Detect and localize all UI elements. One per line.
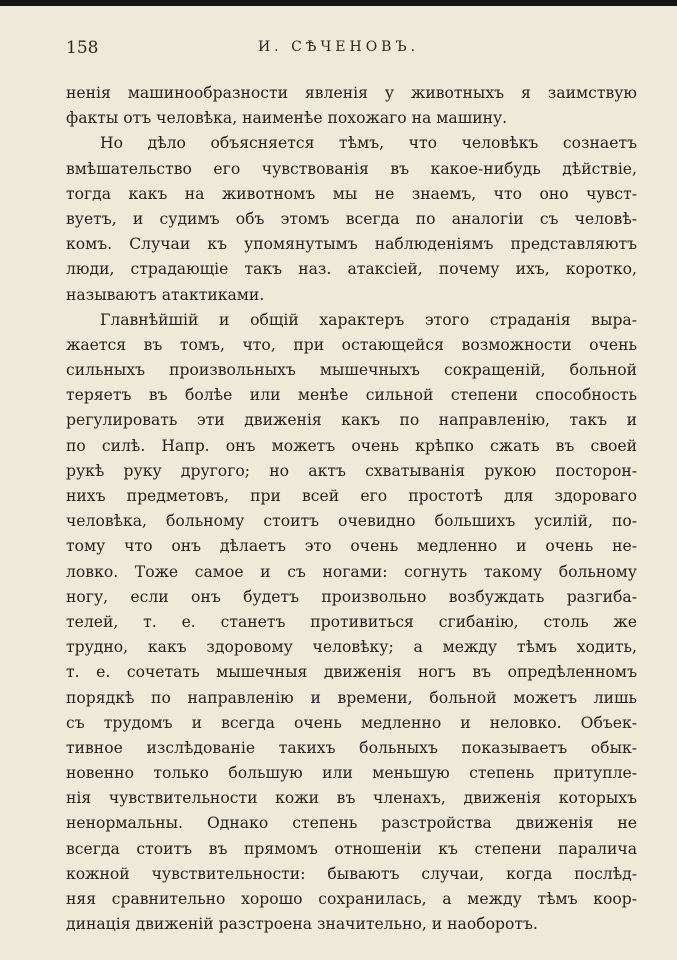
paragraph — [66, 308, 637, 938]
text-line: ловко. Тоже самое и съ ногами: согнуть такому больному — [66, 562, 637, 581]
text-line: ногу, если онъ будетъ произвольно возбуждать разгиба- — [66, 587, 637, 606]
text-line: ненормальны. Однако степень разстройства движенія не — [66, 814, 637, 833]
text-line: съ трудомъ и всегда очень медленно и неловко. Объек- — [66, 713, 637, 732]
text-line: порядкѣ по направленію и времени, больной можетъ лишь — [66, 688, 637, 707]
page-number: 158 — [66, 38, 99, 58]
text-line: тому что онъ дѣлаетъ это очень медленно и очень не- — [66, 537, 637, 556]
text-line: сильныхъ произвольныхъ мышечныхъ сокращеній, больной — [66, 361, 637, 380]
text-line: динація движеній разстроена значительно, и наоборотъ. — [66, 915, 538, 934]
text-line: Но дѣло объясняется тѣмъ, что человѣкъ сознаетъ — [100, 134, 637, 153]
text-line: вмѣшательство его чувствованія въ какое-нибудь дѣйствіе, — [66, 159, 637, 178]
body-text — [66, 81, 637, 937]
text-line: няя сравнительно хорошо сохранилась, а между тѣмъ коор- — [66, 890, 637, 908]
text-line: комъ. Случаи къ упомянутымъ наблюденіямъ представляютъ — [66, 235, 637, 254]
text-line: Главнѣйшій и общій характеръ этого страданія выра- — [100, 310, 637, 329]
text-line: новенно только большую или меньшую степень притупле- — [66, 764, 637, 783]
text-line: всегда стоитъ въ прямомъ отношеніи къ степени паралича — [66, 839, 637, 858]
text-line: вуетъ, и судимъ объ этомъ всегда по аналогіи съ человѣ- — [66, 209, 637, 228]
text-line: жается въ томъ, что, при остающейся возможности очень — [66, 335, 637, 354]
paragraph — [66, 131, 637, 307]
text-line: ненія машинообразности явленія у животныхъ я заимствую — [66, 84, 637, 102]
running-head: И. СѢЧЕНОВЪ. — [257, 39, 420, 55]
text-line: регулировать эти движенія какъ по направленію, такъ и — [66, 411, 637, 430]
text-line: нія чувствительности кожи въ членахъ, движенія которыхъ — [66, 789, 637, 808]
book-page — [0, 6, 677, 960]
text-line: человѣка, больному стоитъ очевидно большихъ усилій, по- — [66, 512, 637, 531]
page-header — [0, 38, 677, 62]
paragraph — [66, 81, 637, 131]
text-line: телей, т. е. станетъ противиться сгибанію, столь же — [66, 612, 637, 631]
text-line: факты отъ человѣка, наименѣе похожаго на машину. — [66, 109, 508, 128]
text-line: т. е. сочетать мышечныя движенія ногъ въ опредѣленномъ — [66, 663, 637, 682]
text-line: кожной чувствительности: бываютъ случаи, когда послѣд- — [66, 864, 637, 883]
text-line: нихъ предметовъ, при всей его простотѣ для здороваго — [66, 487, 637, 505]
text-line: тогда какъ на животномъ мы не знаемъ, что оно чувст- — [66, 184, 637, 203]
text-line: по силѣ. Напр. онъ можетъ очень крѣпко сжать въ своей — [66, 436, 637, 455]
text-line: называютъ атактиками. — [66, 285, 265, 304]
text-line: тивное изслѣдованіе такихъ больныхъ показываетъ обык- — [66, 738, 637, 757]
text-line: рукѣ руку другого; но актъ схватыванія рукою посторон- — [66, 461, 637, 480]
text-line: трудно, какъ здоровому человѣку; а между тѣмъ ходить, — [66, 638, 637, 657]
text-line: теряетъ въ болѣе или менѣе сильной степени способность — [66, 386, 637, 405]
text-line: люди, страдающіе такъ наз. атаксіей, почему ихъ, коротко, — [66, 260, 637, 279]
